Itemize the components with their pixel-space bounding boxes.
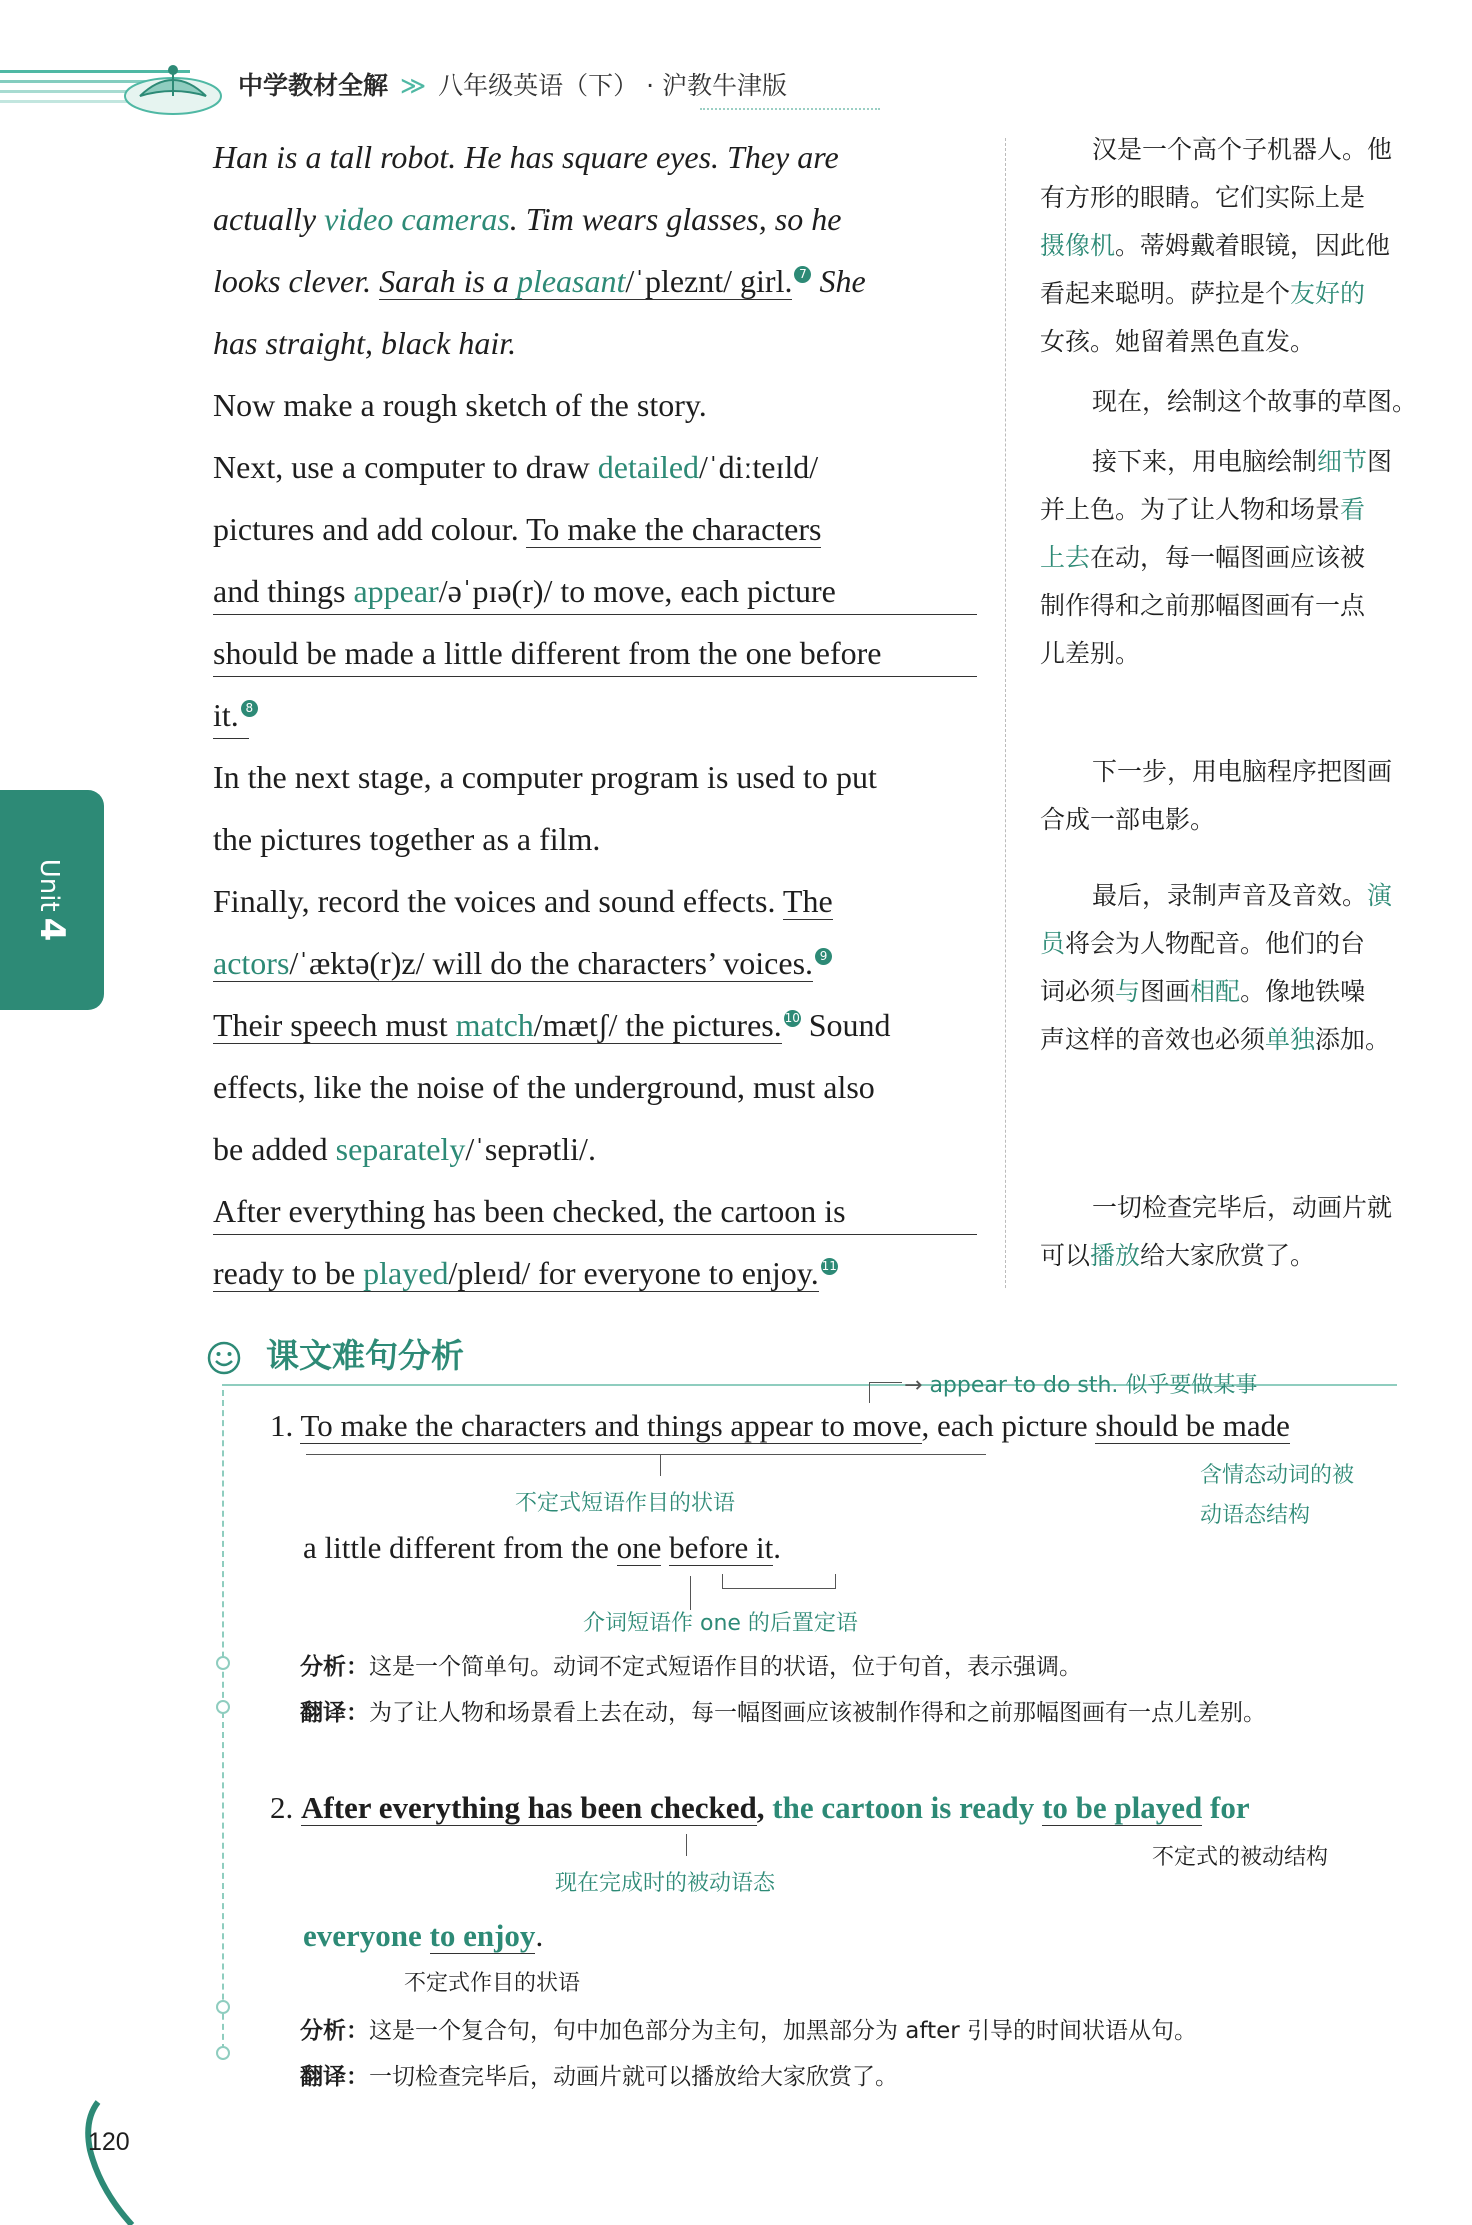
note-modal-passive-1: 含情态动词的被 — [1200, 1463, 1355, 1488]
edition-title: 沪教牛津版 — [661, 71, 787, 100]
translation-line-5: 女孩。她留着黑色直发。 — [1040, 327, 1316, 356]
book-logo-icon — [118, 56, 228, 118]
unit-tab[interactable] — [0, 790, 104, 1010]
arrow-down-icon — [686, 1834, 687, 1856]
translation-line-19: 可以播放给大家欣赏了。 — [1040, 1241, 1316, 1270]
text-line-10: it. 8 — [213, 684, 258, 746]
translation-line-7: 接下来，用电脑绘制细节图 — [1092, 447, 1393, 476]
translation-line-17: 声这样的音效也必须单独添加。 — [1040, 1025, 1391, 1054]
translation-line-6: 现在，绘制这个故事的草图。 — [1092, 387, 1418, 416]
keyword-detailed: detailed — [597, 449, 700, 485]
note-modal-passive-2: 动语态结构 — [1200, 1503, 1311, 1528]
unit-number: 4 — [32, 917, 72, 942]
section-guide-line — [222, 1390, 224, 2060]
keyword-played: played — [363, 1255, 449, 1291]
smiley-icon — [206, 1340, 242, 1376]
underline-18 — [213, 1234, 977, 1235]
text-line-17: be added separately/ˈseprətli/. — [213, 1131, 596, 1167]
text-line-6: Next, use a computer to draw detailed/ˈdiːteɪld/ — [213, 449, 819, 485]
translation-line-4: 看起来聪明。萨拉是个友好的 — [1040, 279, 1366, 308]
translation-line-9: 上去在动，每一幅图画应该被 — [1040, 543, 1366, 572]
text-line-9: should be made a little different from the one before — [213, 635, 882, 671]
sentence-2-number: 2. — [270, 1790, 301, 1825]
text-line-12: the pictures together as a film. — [213, 821, 601, 857]
note-perfect-passive: 现在完成时的被动语态 — [555, 1871, 776, 1896]
note-appear: → appear to do sth. 似乎要做某事 — [904, 1373, 1258, 1398]
text-line-5: Now make a rough sketch of the story. — [213, 387, 707, 423]
series-title: 中学教材全解 — [238, 71, 389, 100]
note-appear-connector — [869, 1382, 902, 1403]
bullet-dot — [216, 1656, 230, 1670]
keyword-match: match — [455, 1007, 534, 1043]
translation-line-14: 最后，录制声音及音效。演 — [1092, 881, 1393, 910]
header-divider — [700, 108, 880, 110]
header-dot: · — [646, 71, 655, 100]
note-marker-7[interactable]: 7 — [794, 266, 811, 283]
sentence-1-number: 1. — [270, 1408, 301, 1443]
text-line-15: Their speech must match/mætʃ/ the pictures. 10 Sound — [213, 1007, 891, 1043]
bullet-dot — [216, 1700, 230, 1714]
note-passive-infinitive: 不定式的被动结构 — [1152, 1845, 1329, 1870]
sentence-1-bracket — [306, 1454, 986, 1455]
page-number: 120 — [88, 2128, 130, 2156]
sentence-2-perfect-passive: has been checked — [527, 1790, 757, 1825]
text-line-3: looks clever. Sarah is a pleasant/ˈpleznt/ girl. 7 She — [213, 263, 866, 299]
header-title — [238, 66, 787, 102]
analysis-1: 分析：这是一个简单句。动词不定式短语作目的状语，位于句首，表示强调。 — [300, 1654, 1082, 1680]
underline-9 — [213, 676, 977, 677]
translation-line-1: 汉是一个高个子机器人。他 — [1092, 135, 1393, 164]
arrow-down-icon — [660, 1454, 661, 1476]
sentence-2: 2. After everything has been checked, the cartoon is ready to be played for — [270, 1790, 1250, 1825]
sentence-1: 1. To make the characters and things appear to move, each picture should be made — [270, 1408, 1290, 1443]
keyword-pleasant: pleasant — [516, 263, 626, 299]
book-title: 八年级英语（下） — [438, 71, 639, 100]
translation-2: 翻译：一切检查完毕后，动画片就可以播放给大家欣赏了。 — [300, 2064, 898, 2090]
prep-bracket — [722, 1574, 836, 1589]
note-marker-8[interactable]: 8 — [241, 700, 258, 717]
word-one: one — [616, 1530, 662, 1565]
page-corner-icon — [80, 2100, 170, 2225]
bullet-dot — [216, 2046, 230, 2060]
analysis-2: 分析：这是一个复合句，句中加色部分为主句，加黑部分为 after 引导的时间状语从句。 — [300, 2018, 1198, 2044]
text-line-16: effects, like the noise of the underground, must also — [213, 1069, 875, 1105]
translation-1: 翻译：为了让人物和场景看上去在动，每一幅图画应该被制作得和之前那幅图画有一点儿差别。 — [300, 1700, 1266, 1726]
text-line-19: ready to be played/pleɪd/ for everyone to enjoy. 11 — [213, 1255, 837, 1291]
bullet-dot — [216, 2000, 230, 2014]
sentence-1-appear: appear to move — [730, 1408, 922, 1443]
translation-line-10: 制作得和之前那幅图画有一点 — [1040, 591, 1366, 620]
sentence-2-main: the cartoon is ready — [772, 1790, 1043, 1825]
sentence-2-to-enjoy: to enjoy — [429, 1918, 536, 1953]
note-purpose: 不定式作目的状语 — [404, 1971, 581, 1996]
sentence-2-clause-a: After everything — [301, 1790, 528, 1825]
sentence-2-passive-inf: to be played — [1042, 1790, 1203, 1825]
text-line-8: and things appear/əˈpɪə(r)/ to move, each picture — [213, 573, 836, 609]
note-marker-11[interactable]: 11 — [821, 1259, 837, 1273]
text-line-7: pictures and add colour. To make the characters — [213, 511, 822, 547]
sentence-1-infinitive: To make the characters and things — [300, 1408, 731, 1443]
translation-line-3: 摄像机。蒂姆戴着眼镜，因此他 — [1040, 231, 1391, 260]
text-line-13: Finally, record the voices and sound effects. The — [213, 883, 833, 919]
column-divider — [1005, 138, 1006, 1288]
arrow-up-icon — [690, 1576, 691, 1610]
text-line-18: After everything has been checked, the cartoon is — [213, 1193, 846, 1229]
text-line-2: actually video cameras. Tim wears glasses, so he — [213, 201, 842, 237]
section-title: 课文难句分析 — [266, 1336, 464, 1375]
text-line-1: Han is a tall robot. He has square eyes. They are — [213, 139, 839, 175]
translation-line-16: 词必须与图画相配。像地铁噪 — [1040, 977, 1366, 1006]
translation-line-15: 员将会为人物配音。他们的台 — [1040, 929, 1366, 958]
underline-8 — [213, 614, 977, 615]
translation-line-12: 下一步，用电脑程序把图画 — [1092, 757, 1393, 786]
keyword-video-cameras: video cameras — [324, 201, 510, 237]
phrase-before-it: before it — [669, 1530, 774, 1565]
translation-line-11: 儿差别。 — [1040, 639, 1141, 668]
keyword-separately: separately — [335, 1131, 466, 1167]
text-line-14: actors/ˈæktə(r)z/ will do the characters’ voices. 9 — [213, 932, 832, 994]
unit-label: Unit — [34, 858, 64, 912]
translation-line-2: 有方形的眼睛。它们实际上是 — [1040, 183, 1366, 212]
note-marker-9[interactable]: 9 — [815, 948, 832, 965]
underline-10 — [213, 738, 249, 739]
keyword-actors: actors — [213, 945, 290, 981]
note-infinitive-purpose: 不定式短语作目的状语 — [515, 1491, 736, 1516]
note-marker-10[interactable]: 10 — [784, 1011, 800, 1025]
keyword-appear: appear — [353, 573, 439, 609]
text-line-11: In the next stage, a computer program is used to put — [213, 759, 877, 795]
sentence-1-line-2: a little different from the one before it. — [303, 1530, 782, 1565]
note-prep-phrase: 介词短语作 one 的后置定语 — [583, 1611, 858, 1636]
translation-line-8: 并上色。为了让人物和场景看 — [1040, 495, 1366, 524]
header-separator: ≫ — [399, 71, 427, 100]
sentence-2-line-2: everyone to enjoy. — [303, 1918, 544, 1953]
key-sentence-7: Sarah is a pleasant/ˈpleznt/ girl. — [379, 263, 793, 299]
translation-line-18: 一切检查完毕后，动画片就 — [1092, 1193, 1393, 1222]
translation-line-13: 合成一部电影。 — [1040, 805, 1216, 834]
text-line-4: has straight, black hair. — [213, 325, 517, 361]
sentence-1-modal: should be made — [1095, 1408, 1290, 1443]
